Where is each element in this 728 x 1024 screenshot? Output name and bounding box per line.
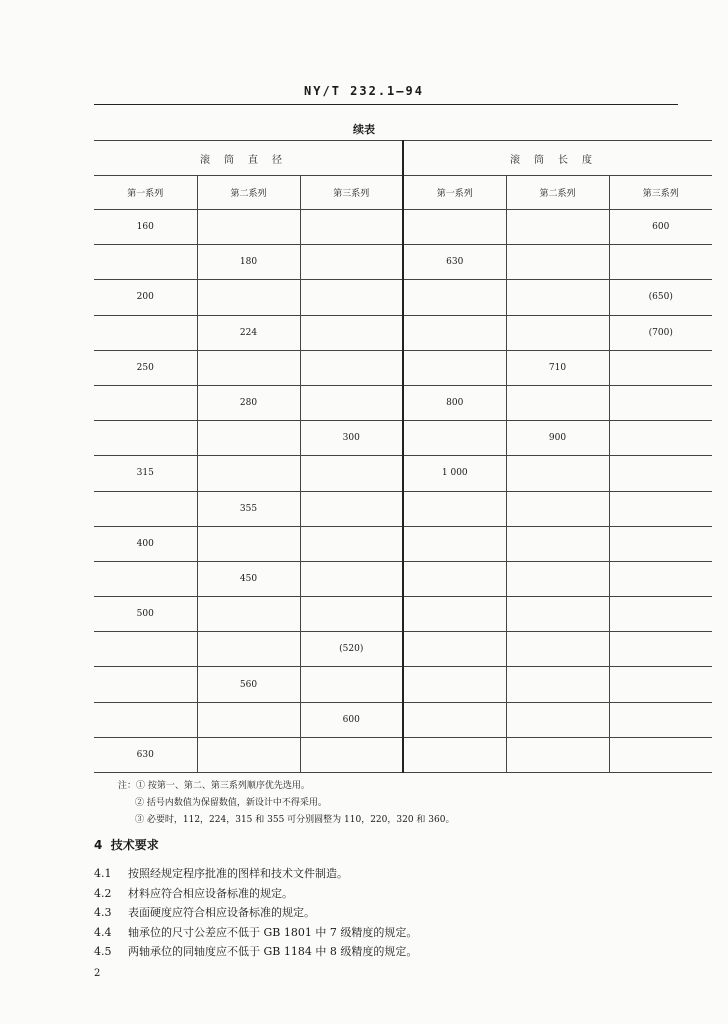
table-cell (506, 315, 609, 350)
table-cell (403, 737, 506, 772)
table-cell (506, 737, 609, 772)
clause-number: 4.1 (94, 867, 112, 880)
clause-text: 材料应符合相应设备标准的规定。 (128, 886, 293, 900)
table-cell (403, 702, 506, 737)
clause-text: 按照经规定程序批准的图样和技术文件制造。 (128, 867, 348, 880)
table-cell (300, 737, 403, 772)
table-row (94, 597, 712, 632)
table-cell: 1 000 (403, 456, 506, 491)
table-row (94, 210, 712, 245)
table-cell (609, 702, 712, 737)
table-cell: 800 (403, 385, 506, 420)
table-cell (403, 597, 506, 632)
table-row (94, 385, 712, 420)
table-cell (609, 245, 712, 280)
table-cell (609, 561, 712, 596)
table-cell: 450 (197, 561, 300, 596)
table-cell (197, 421, 300, 456)
clause-list (94, 864, 417, 962)
table-cell (197, 737, 300, 772)
table-row (94, 526, 712, 561)
table-cell (506, 456, 609, 491)
table-cell (197, 632, 300, 667)
table-cell (403, 350, 506, 385)
table-cell (609, 667, 712, 702)
table-cell (300, 491, 403, 526)
note: ③ 必要时，112，224，315 和 355 可分别圆整为 110，220，320 和 360。 (135, 815, 455, 825)
table-cell (506, 526, 609, 561)
table-row (94, 632, 712, 667)
table-cell (197, 210, 300, 245)
table-cell (300, 597, 403, 632)
table-cell (506, 667, 609, 702)
table-row (94, 702, 712, 737)
column-header: 第二系列 (506, 176, 609, 210)
table-row (94, 350, 712, 385)
table-cell: 315 (94, 456, 197, 491)
table-cell: 250 (94, 350, 197, 385)
table-cell (197, 526, 300, 561)
table-cell (609, 385, 712, 420)
table-cell (506, 245, 609, 280)
column-header: 第二系列 (197, 176, 300, 210)
table-cell (300, 210, 403, 245)
table-cell (403, 561, 506, 596)
table-cell (94, 421, 197, 456)
table-cell (94, 702, 197, 737)
table-cell: 600 (300, 702, 403, 737)
table-cell (197, 597, 300, 632)
dimension-table (94, 140, 712, 773)
table-cell: 600 (609, 210, 712, 245)
table-cell: (520) (300, 632, 403, 667)
table-cell (506, 561, 609, 596)
table-cell: 355 (197, 491, 300, 526)
table-cell: 630 (94, 737, 197, 772)
table-cell (94, 667, 197, 702)
table-cell: 224 (197, 315, 300, 350)
table-cell (609, 491, 712, 526)
table-cell: 560 (197, 667, 300, 702)
clause-number: 4.2 (94, 886, 112, 900)
table-cell: 300 (300, 421, 403, 456)
table-cell: 900 (506, 421, 609, 456)
clause-number: 4.3 (94, 906, 112, 919)
table-cell (300, 667, 403, 702)
table-row (94, 245, 712, 280)
table-cell (506, 632, 609, 667)
table-notes (118, 778, 454, 829)
group-header-length: 滚筒长度 (403, 141, 712, 176)
table-cell (403, 526, 506, 561)
table-cell (300, 350, 403, 385)
table-cell: 630 (403, 245, 506, 280)
table-cell (506, 385, 609, 420)
table-cell (94, 245, 197, 280)
clause (94, 923, 417, 943)
section-number: 4 (94, 838, 103, 852)
table-row (94, 561, 712, 596)
clause-number: 4.5 (94, 945, 112, 958)
table-cell (94, 315, 197, 350)
table-cell: (700) (609, 315, 712, 350)
section-title: 技术要求 (110, 838, 159, 852)
table-cell: 200 (94, 280, 197, 315)
table-cell (300, 526, 403, 561)
table-cell (506, 597, 609, 632)
table-cell (609, 456, 712, 491)
clause-text: 轴承位的尺寸公差应不低于 GB 1801 中 7 级精度的规定。 (128, 925, 418, 939)
table-cell (609, 632, 712, 667)
table-cell: 280 (197, 385, 300, 420)
table-cell (403, 421, 506, 456)
clause-number: 4.4 (94, 925, 112, 939)
table-cell (300, 456, 403, 491)
table-cell (300, 385, 403, 420)
clause-text: 表面硬度应符合相应设备标准的规定。 (128, 906, 315, 919)
table-row (94, 280, 712, 315)
table-row (94, 491, 712, 526)
column-header: 第三系列 (609, 176, 712, 210)
table-cell: 500 (94, 597, 197, 632)
table-cell (609, 526, 712, 561)
table-cell (403, 280, 506, 315)
group-header-diameter: 滚筒直径 (94, 141, 403, 176)
table-cell (609, 350, 712, 385)
table-cell (197, 702, 300, 737)
table-cell (403, 491, 506, 526)
table-cell: (650) (609, 280, 712, 315)
table-cell (94, 491, 197, 526)
table-cell (94, 561, 197, 596)
standard-code: NY/T 232.1—94 (304, 84, 424, 98)
table-caption: 续表 (353, 123, 375, 136)
table-row (94, 737, 712, 772)
table-cell (300, 315, 403, 350)
table-cell: 180 (197, 245, 300, 280)
table-cell (300, 561, 403, 596)
table-cell (506, 280, 609, 315)
table-row (94, 315, 712, 350)
column-header: 第三系列 (300, 176, 403, 210)
table-cell (403, 315, 506, 350)
page-number: 2 (94, 968, 101, 979)
clause (94, 942, 417, 962)
column-header: 第一系列 (94, 176, 197, 210)
table-row (94, 456, 712, 491)
table-cell (506, 210, 609, 245)
table-cell (94, 385, 197, 420)
table-cell (197, 456, 300, 491)
clause-text: 两轴承位的同轴度应不低于 GB 1184 中 8 级精度的规定。 (128, 945, 418, 958)
table-row (94, 667, 712, 702)
section-heading (94, 836, 159, 853)
table-cell: 400 (94, 526, 197, 561)
table-cell: 710 (506, 350, 609, 385)
table-row (94, 421, 712, 456)
column-header: 第一系列 (403, 176, 506, 210)
table-cell (609, 737, 712, 772)
table-cell (609, 597, 712, 632)
clause (94, 903, 417, 923)
table-cell (197, 280, 300, 315)
table-cell: 160 (94, 210, 197, 245)
note: 注：① 按第一、第二、第三系列顺序优先选用。 (118, 781, 310, 791)
table-cell (403, 667, 506, 702)
table-cell (506, 702, 609, 737)
table-cell (609, 421, 712, 456)
clause (94, 884, 417, 904)
header-rule (94, 104, 678, 105)
table-cell (403, 210, 506, 245)
table-cell (197, 350, 300, 385)
clause (94, 864, 417, 884)
table-cell (300, 245, 403, 280)
table-cell (94, 632, 197, 667)
note: ② 括号内数值为保留数值，新设计中不得采用。 (135, 798, 327, 808)
table-cell (403, 632, 506, 667)
table-cell (300, 280, 403, 315)
table-cell (506, 491, 609, 526)
